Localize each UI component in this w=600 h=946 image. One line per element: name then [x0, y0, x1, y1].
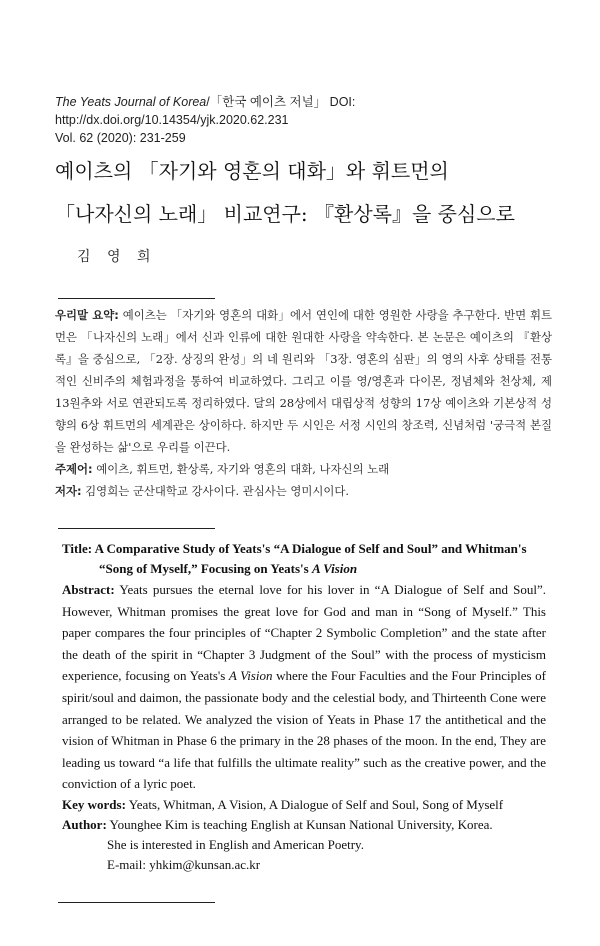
- divider-top: [58, 298, 215, 299]
- title-line-2: 「나자신의 노래」 비교연구: 『환상록』을 중심으로: [55, 202, 515, 226]
- english-author-label: Author:: [62, 816, 107, 832]
- english-abstract-text-2: where the Four Faculties and the Four Principles of spirit/soul and daimon, the passionate body and the celestial body, and Thirteenth Cone were arranged to be related. We analyzed the vision of Yeats in Phase 17 the antithetical and the vision of Whitman in Phase 6 the primary in the 28 phases of the moon. In the end, They are leading us toward “a life that fulfills the ultimate reality” such as the creative power, and the conviction of a lyric poet.: [62, 668, 547, 792]
- korean-abstract-text: 예이츠는 「자기와 영혼의 대화」에서 연인에 대한 영원한 사랑을 추구한다. 반면 휘트먼은 「나자신의 노래」에서 신과 인류에 대한 원대한 사랑을 약속한다. 본 논문은 예이츠의 『환상록』을 중심으로, 「2장. 상징의 완성」의 네 원리와 「3장. 영혼의 심판」의 영의 사후 상태를 전통적인 신비주의 체험과정을 통하여 비교하였다. 그리고 이를 영/영혼과 다이몬, 정념체와 천상체, 제13원추와 서로 연관되도록 정리하였다. 달의 28상에서 대립상적 성향의 17상 예이츠와 기본상적 성향의 6상 휘트먼의 세계관은 상이하다. 하지만 두 시인은 서정 시인의 창조력, 신념처럼 '궁극적 본질을 완성하는 삶'으로 우리를 이끈다.: [55, 308, 552, 454]
- korean-keywords: [55, 458, 552, 480]
- english-keywords-text: Yeats, Whitman, A Vision, A Dialogue of Self and Soul, Song of Myself: [125, 796, 504, 812]
- korean-abstract-label: 우리말 요약:: [55, 308, 119, 322]
- korean-keywords-text: 예이츠, 휘트먼, 환상록, 자기와 영혼의 대화, 나자신의 노래: [92, 462, 390, 476]
- english-abstract-label: Abstract:: [62, 582, 115, 597]
- divider-middle: [58, 528, 215, 529]
- journal-volume: Vol. 62 (2020): 231-259: [55, 131, 186, 145]
- title-line-1: 예이츠의 「자기와 영혼의 대화」와 휘트먼의: [55, 159, 449, 183]
- journal-name: The Yeats Journal of Korea: [55, 95, 207, 109]
- english-author-email: E-mail: yhkim@kunsan.ac.kr: [107, 856, 261, 872]
- divider-bottom: [58, 902, 215, 903]
- journal-doi: /「한국 예이츠 저널」 DOI: http://dx.doi.org/10.14354/yjk.2020.62.231: [55, 95, 356, 127]
- english-abstract-italic: A Vision: [228, 668, 273, 684]
- journal-header: [55, 93, 575, 147]
- korean-author-label: 저자:: [55, 484, 82, 498]
- english-abstract: [62, 579, 546, 795]
- journal-citation: [55, 93, 575, 129]
- korean-keywords-label: 주제어:: [55, 462, 93, 476]
- english-author-line-1: Younghee Kim is teaching English at Kunsan National University, Korea.: [106, 816, 493, 832]
- english-author-line-2: She is interested in English and American Poetry.: [107, 836, 364, 852]
- author-name: 김 영 희: [77, 249, 157, 265]
- english-author: [62, 815, 546, 875]
- english-keywords: [62, 795, 546, 815]
- english-abstract-text-1: Yeats pursues the eternal love for his lover in “A Dialogue of Self and Soul”. However, Whitman promises the great love for God and man in “Song of Myself.” This paper compares the four principles of “Chapter 2 Symbolic Completion” and the state after the death of the spirit in “Chapter 3 Judgment of the Soul” with the process of mysticism experience, focusing on Yeats's: [62, 582, 546, 684]
- korean-abstract: [55, 304, 552, 458]
- english-title-cont: [62, 559, 546, 579]
- english-title-part2: “Song of Myself,” Focusing on Yeats's: [99, 560, 312, 576]
- english-title-italic: A Vision: [311, 560, 358, 576]
- english-title-label: Title:: [62, 541, 93, 556]
- korean-abstract-block: [55, 304, 552, 502]
- english-keywords-label: Key words:: [62, 796, 126, 812]
- korean-author-text: 김영희는 군산대학교 강사이다. 관심사는 영미시이다.: [81, 484, 349, 498]
- paper-title: [55, 150, 575, 236]
- korean-author: [55, 480, 552, 502]
- english-title: [62, 539, 546, 578]
- english-abstract-block: [62, 539, 546, 875]
- english-title-part1: A Comparative Study of Yeats's “A Dialogue of Self and Soul” and Whitman's: [92, 541, 527, 556]
